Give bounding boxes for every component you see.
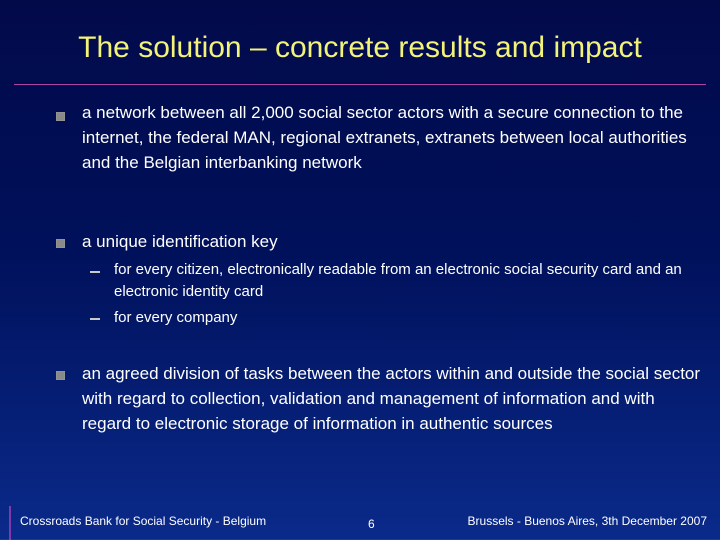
footer-organization: Crossroads Bank for Social Security - Belgium [20,514,267,528]
footer-accent-bar [9,506,11,540]
bullet-square-icon [56,371,65,380]
subbullet-dash-icon [90,318,100,320]
bullet-square-icon [56,112,65,121]
bullet-square-icon [56,239,65,248]
bullet-item-division-of-tasks: an agreed division of tasks between the actors within and outside the social sector with regard to collection, validation and management of information and with regard to electronic storage of information in authentic sources [82,364,701,433]
page-number: 6 [368,517,375,531]
slide-title: The solution – concrete results and impact [78,31,642,64]
bullet-item-identification-key: a unique identification key [82,232,278,251]
subbullet-item-citizen: for every citizen, electronically readable from an electronic social security card and an electronic identity card [114,261,682,300]
subbullet-dash-icon [90,271,100,273]
subbullet-item-company: for every company [114,309,238,326]
footer-date-location: Brussels - Buenos Aires, 3th December 2007 [467,514,707,528]
bullet-item-network: a network between all 2,000 social sector actors with a secure connection to the internet, the federal MAN, regional extranets, extranets between local authorities and the Belgian interbanking network [82,103,687,172]
